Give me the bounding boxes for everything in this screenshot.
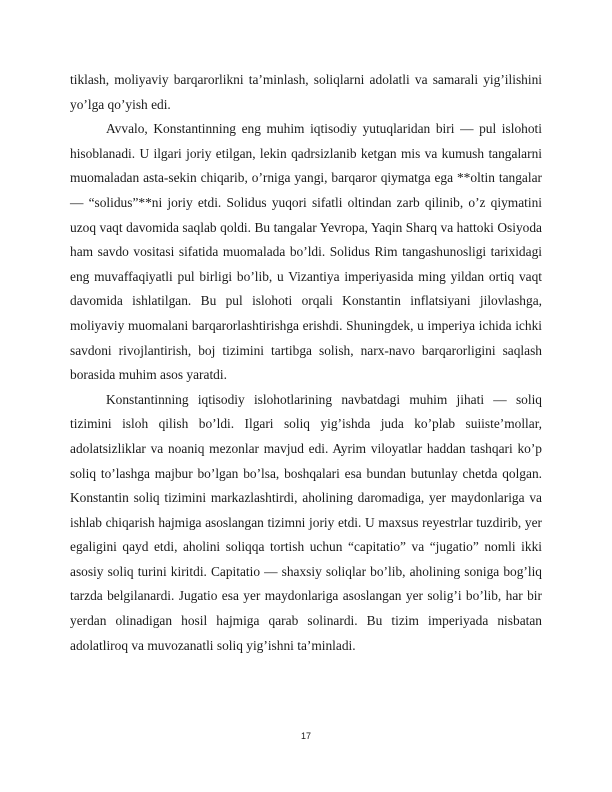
page-number: 17: [300, 731, 311, 741]
paragraph-monetary-reform: Avvalo, Konstantinning eng muhim iqtisodiy yutuqlaridan biri — pul islohoti hisoblanadi. U ilgari joriy etilgan, lekin qadrsizlanib ketgan mis va kumush tangalarni muomaladan asta-sekin chiqarib, o’rniga yangi, barqaror qiymatga ega **oltin tangalar — “solidus”**ni joriy etdi. Solidus yuqori sifatli oltindan zarb qilinib, o’z qiymatini uzoq vaqt davomida saqlab qoldi. Bu tangalar Yevropa, Yaqin Sharq va hattoki Osiyoda ham savdo vositasi sifatida muomalada bo’ldi. Solidus Rim tangashunosligi tarixidagi eng muvaffaqiyatli pul birligi bo’lib, u Vizantiya imperiyasida ming yildan ortiq vaqt davomida ishlatilgan. Bu pul islohoti orqali Konstantin inflatsiyani jilovlashga, moliyaviy muomalani barqarorlashtirishga erishdi. Shuningdek, u imperiya ichida ichki savdoni rivojlantirish, boj tizimini tartibga solish, narx-navo barqarorligini saqlash borasida muhim asos yaratdi.: [70, 121, 542, 383]
paragraph-continuation: tiklash, moliyaviy barqarorlikni ta’minlash, soliqlarni adolatli va samarali yig’ilishini yo’lga qo’yish edi.: [70, 72, 542, 112]
paragraph-tax-reform: Konstantinning iqtisodiy islohotlarining navbatdagi muhim jihati — soliq tizimini isloh qilish bo’ldi. Ilgari soliq yig’ishda juda ko’plab suiiste’mollar, adolatsizliklar va noaniq mezonlar mavjud edi. Ayrim viloyatlar haddan tashqari ko’p soliq to’lashga majbur bo’lgan bo’lsa, boshqalari esa bundan butunlay chetda qolgan. Konstantin soliq tizimini markazlashtirdi, aholining daromadiga, yer maydonlariga va ishlab chiqarish hajmiga asoslangan tizimni joriy etdi. U maxsus reyestrlar tuzdirib, yer egaligini qayd etdi, aholini soliqqa tortish uchun “capitatio” va “jugatio” nomli ikki asosiy soliq turini kiritdi. Capitatio — shaxsiy soliqlar bo’lib, aholining soniga bog’liq tarzda belgilanardi. Jugatio esa yer maydonlariga asoslangan yer solig’i bo’lib, har bir yerdan olinadigan hosil hajmiga qarab solinardi. Bu tizim imperiyada nisbatan adolatliroq va muvozanatli soliq yig’ishni ta’minladi.: [70, 391, 542, 653]
document-body: [70, 68, 542, 658]
